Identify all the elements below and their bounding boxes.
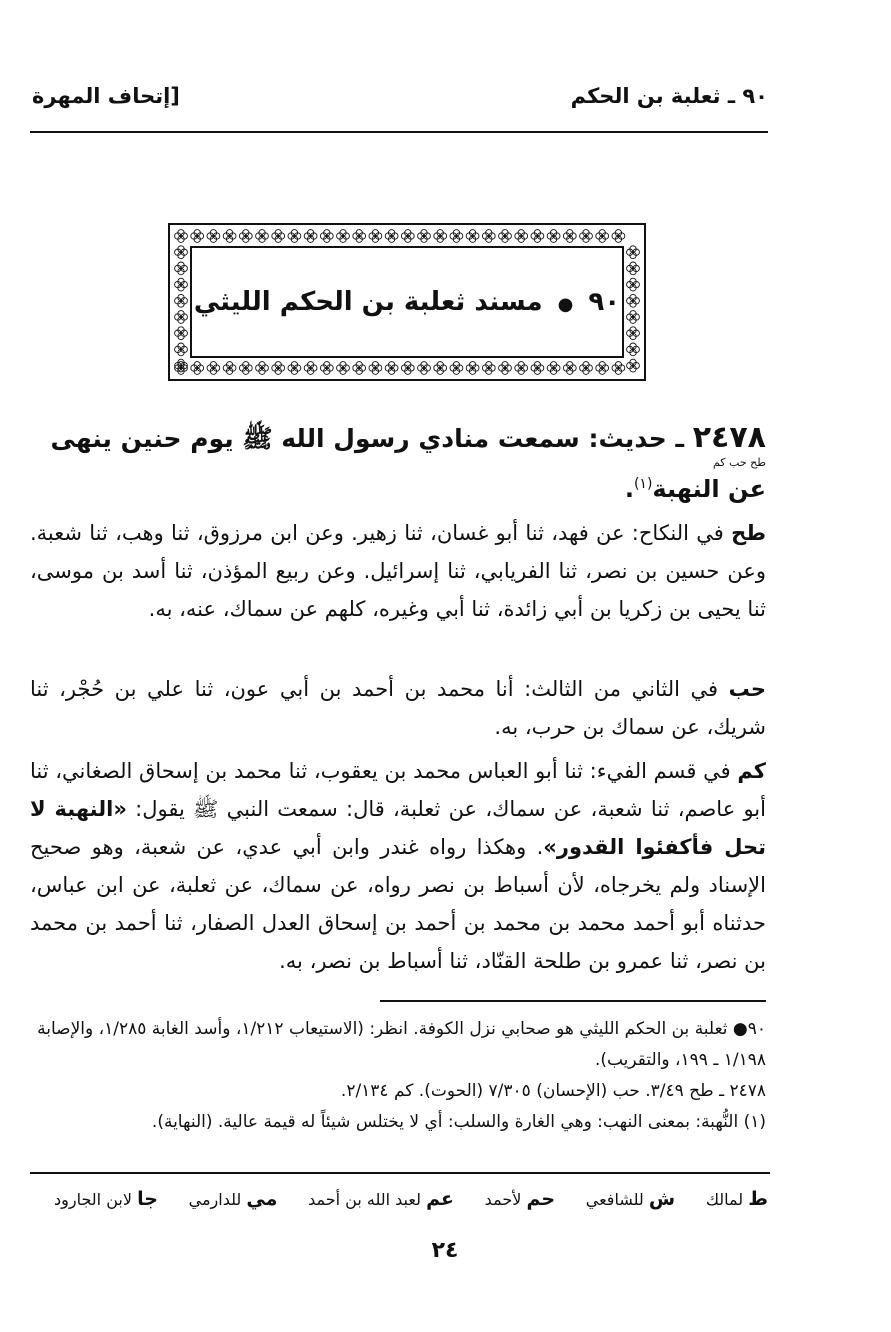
paragraph-text: . وهكذا رواه غندر وابن أبي عدي، عن شعبة، وهو صحيح الإسناد ولم يخرجاه، لأن أسباط بن نصر رواه، عن سماك، عن ثعلبة، عن ابن عباس، حدثناه أبو أحمد محمد بن محمد بن أحمد بن إسحاق العدل الصفار، ثنا أحمد بن محمد بن نصر، ثنا عمرو بن طلحة القنّاد، ثنا أسباط بن نصر، به.: [30, 835, 766, 973]
page-number: ٢٤: [431, 1238, 459, 1263]
footnotes: [30, 1014, 766, 1138]
ornament-flower: [175, 246, 188, 259]
ornament-flower: [207, 230, 220, 243]
hadith-text-line2: عن النهبة: [652, 475, 766, 503]
ornament-flower: [466, 362, 479, 375]
ornament-flower: [288, 362, 301, 375]
ornament-flower: [627, 327, 640, 340]
ornament-flower: [191, 230, 204, 243]
ornament-flower: [434, 362, 447, 375]
ornament-flower: [563, 362, 576, 375]
ornament-flower: [369, 230, 382, 243]
ornament-flower: [531, 230, 544, 243]
ornament-flower: [175, 311, 188, 324]
ornament-flower: [353, 230, 366, 243]
ornament-flower: [385, 362, 398, 375]
hadith-text-line1: ـ حديث: سمعت منادي رسول الله ﷺ يوم حنين ينهى: [50, 424, 685, 453]
section-title-box: [190, 246, 624, 358]
ornament-flower: [515, 230, 528, 243]
ornament-flower: [580, 362, 593, 375]
ornament-flower: [320, 230, 333, 243]
hadith-number: ٢٤٧٨: [692, 420, 766, 455]
paragraph-tahawi: [30, 514, 766, 628]
ornament-flower: [288, 230, 301, 243]
footnote-rule: [380, 1000, 766, 1002]
running-header: [32, 78, 768, 114]
ornament-flower: [239, 230, 252, 243]
ornament-flower: [175, 359, 188, 372]
abbreviations-rule: [30, 1172, 770, 1174]
abbreviation-item: عم لعبد الله بن أحمد: [308, 1188, 454, 1210]
header-rule: [30, 131, 768, 133]
book-title: [إتحاف المهرة: [32, 84, 180, 108]
ornament-flower: [337, 362, 350, 375]
ornament-flower: [482, 362, 495, 375]
ornament-flower: [627, 278, 640, 291]
ornament-flower: [547, 230, 560, 243]
ornament-flower: [434, 230, 447, 243]
abbreviation-item: حم لأحمد: [484, 1188, 556, 1210]
ornament-flower: [580, 230, 593, 243]
paragraph-lead: طح: [731, 521, 766, 545]
ornament-flower: [596, 230, 609, 243]
footnote: ٢٤٧٨ ـ طح ٣/٤٩. حب (الإحسان) ٧/٣٠٥ (الحوت). كم ٢/١٣٤.: [340, 1081, 766, 1101]
section-number: ٩٠: [588, 287, 621, 317]
ornament-flower: [320, 362, 333, 375]
ornament-flower: [175, 362, 188, 375]
paragraph-hakim: [30, 752, 766, 980]
ornament-flower: [627, 359, 640, 372]
ornament-flower: [256, 230, 269, 243]
ornament-flower: [304, 362, 317, 375]
footnote: (١) النُّهبة: بمعنى النهب: وهي الغارة والسلب: أي لا يختلس شيئاً له قيمة عالية. (النهاية).: [151, 1112, 766, 1132]
footnote-marker: (١): [633, 476, 653, 492]
paragraph-ibn-hibban: [30, 670, 766, 746]
bullet-icon: ●: [557, 294, 574, 315]
ornament-flower: [499, 362, 512, 375]
ornament-flower: [563, 230, 576, 243]
ornament-flower: [207, 362, 220, 375]
ornament-flower: [596, 362, 609, 375]
ornament-flower: [401, 362, 414, 375]
ornament-flower: [547, 362, 560, 375]
ornament-flower: [482, 230, 495, 243]
hadith-sigla: طح حب كم: [712, 456, 766, 469]
ornament-flower: [418, 230, 431, 243]
section-title: [194, 287, 620, 317]
ornament-flower: [175, 262, 188, 275]
ornament-flower: [499, 230, 512, 243]
ornament-flower: [175, 343, 188, 356]
ornament-flower: [175, 230, 188, 243]
ornament-flower: [223, 230, 236, 243]
ornament-flower: [401, 230, 414, 243]
ornament-flower: [369, 362, 382, 375]
hadith-quote: «النهبة لا تحل فأكفئوا القدور»: [30, 797, 766, 859]
abbreviation-item: ط لمالك: [705, 1188, 768, 1210]
ornament-flower: [191, 362, 204, 375]
ornament-flower: [450, 362, 463, 375]
ornament-flower: [304, 230, 317, 243]
ornament-flower: [627, 311, 640, 324]
ornament-flower: [239, 362, 252, 375]
ornament-flower: [385, 230, 398, 243]
paragraph-lead: حب: [728, 677, 766, 701]
ornament-flower: [612, 362, 625, 375]
ornament-flower: [272, 230, 285, 243]
section-title-text: مسند ثعلبة بن الحكم الليثي: [193, 287, 543, 317]
ornament-flower: [627, 294, 640, 307]
hadith-heading: ٢٤٧٨ ـ حديث: سمعت منادي رسول الله ﷺ يوم حنين ينهى طح حب كم عن النهبة$^{(١)}$.: [50, 420, 766, 503]
footnote: ٩٠● ثعلبة بن الحكم الليثي هو صحابي نزل الكوفة. انظر: (الاستيعاب ١/٢١٢، وأسد الغابة ١/٢٨٥، والإصابة ١/١٩٨ ـ ١٩٩، والتقريب).: [37, 1019, 766, 1070]
ornament-flower: [418, 362, 431, 375]
ornament-flower: [466, 230, 479, 243]
ornament-flower: [175, 294, 188, 307]
ornament-flower: [450, 230, 463, 243]
ornament-flower: [337, 230, 350, 243]
paragraph-text: في الثاني من الثالث: أنا محمد بن أحمد بن أبي عون، ثنا علي بن حُجْر، ثنا شريك، عن سماك بن حرب، به.: [30, 677, 766, 739]
ornament-flower: [175, 278, 188, 291]
abbreviation-item: ش للشافعي: [585, 1188, 676, 1210]
paragraph-text: في النكاح: عن فهد، ثنا أبو غسان، ثنا زهير. وعن ابن مرزوق، ثنا وهب، ثنا شعبة. وعن حسين بن نصر، ثنا الفريابي، ثنا إسرائيل. وعن ربيع المؤذن، ثنا أسد بن موسى، ثنا يحيى بن زكريا بن أبي زائدة، ثنا أبي وغيره، كلهم عن سماك، عنه، به.: [30, 521, 766, 621]
ornament-flower: [612, 230, 625, 243]
ornament-flower: [256, 362, 269, 375]
abbreviations-key: [54, 1188, 768, 1210]
ornament-flower: [272, 362, 285, 375]
ornament-flower: [627, 343, 640, 356]
ornament-flower: [627, 246, 640, 259]
paragraph-lead: كم: [737, 759, 766, 783]
abbreviation-item: جا لابن الجارود: [54, 1188, 158, 1210]
ornament-flower: [627, 262, 640, 275]
ornament-flower: [515, 362, 528, 375]
paragraph-text: في قسم الفيء: ثنا أبو العباس محمد بن يعقوب، ثنا محمد بن إسحاق الصغاني، ثنا أبو عاصم، ثنا شعبة، عن سماك، عن ثعلبة، قال: سمعت النبي ﷺ يقول:: [30, 759, 766, 821]
ornament-flower: [353, 362, 366, 375]
ornament-flower: [175, 327, 188, 340]
ornament-flower: [223, 362, 236, 375]
abbreviation-item: مي للدارمي: [188, 1188, 278, 1210]
ornament-flower: [531, 362, 544, 375]
chapter-title: ٩٠ ـ ثعلبة بن الحكم: [570, 84, 768, 108]
